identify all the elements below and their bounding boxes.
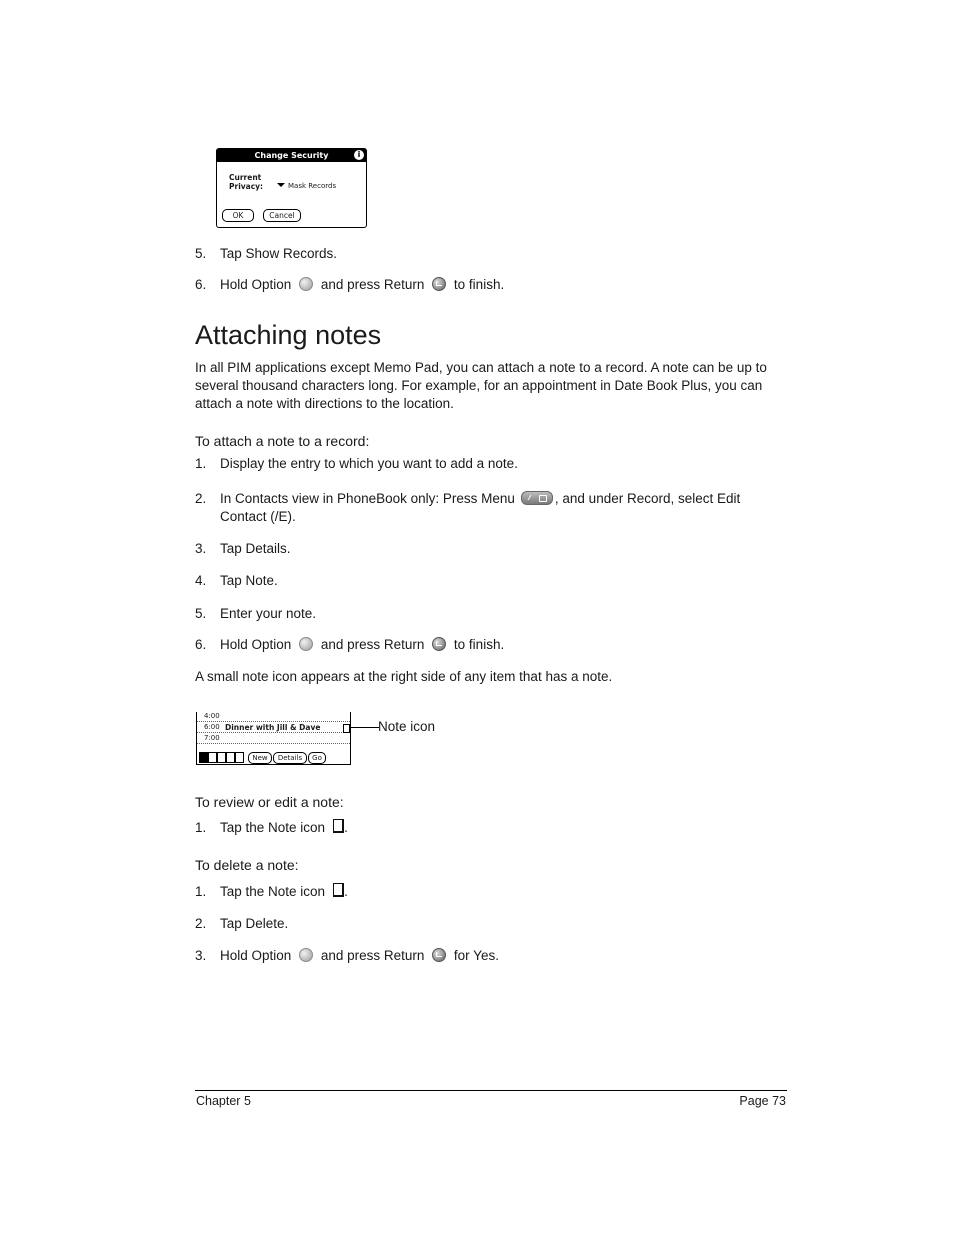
step-text [220, 883, 348, 901]
note-icon [343, 724, 350, 733]
step-text-part: to finish. [453, 637, 505, 652]
step-number: 2. [195, 491, 207, 506]
intro-paragraph: In all PIM applications except Memo Pad, you can attach a note to a record. A note can be up to several thousand characters long. For example, for an appointment in Date Book Plus, you can attach a note with directions to the location. [195, 360, 767, 411]
section-heading: Attaching notes [195, 320, 382, 350]
step-number: 6. [195, 277, 207, 292]
step-text-part: Tap the Note icon [220, 884, 326, 899]
step-number: 4. [195, 573, 207, 588]
row-divider [197, 732, 350, 733]
step-text-part: . [344, 884, 348, 899]
step-text: Tap Note. [220, 573, 278, 588]
subhead-review: To review or edit a note: [195, 794, 344, 810]
step-text-part: , and under Record, select Edit [554, 491, 741, 506]
step-number: 2. [195, 916, 207, 931]
step-text-part: Hold Option [220, 277, 292, 292]
step-text [220, 490, 740, 508]
step-text: Enter your note. [220, 606, 317, 621]
step-text-part: to finish. [453, 277, 505, 292]
info-icon: i [354, 150, 364, 160]
step-text-part: for Yes. [453, 948, 499, 963]
step-text: Tap Details. [220, 541, 291, 556]
step-text-continued: Contact (/E). [220, 509, 296, 524]
step-text [220, 276, 504, 294]
privacy-select-value: Mask Records [288, 182, 337, 190]
privacy-label [229, 173, 263, 191]
view-list-icon [235, 752, 244, 763]
change-security-dialog-image [216, 148, 367, 228]
row-divider [197, 721, 350, 722]
step-text [220, 636, 504, 654]
step-number: 5. [195, 606, 207, 621]
view-day-icon [199, 752, 208, 763]
dialog-title-bar [217, 149, 366, 162]
option-button-icon [299, 637, 313, 651]
option-button-icon [299, 277, 313, 291]
view-month-icon [217, 752, 226, 763]
footer-page-number: Page 73 [739, 1094, 786, 1108]
step-text: Tap Show Records. [220, 246, 338, 261]
step-text [220, 947, 499, 965]
step-text-part: and press Return [320, 948, 425, 963]
step-number: 1. [195, 456, 207, 471]
privacy-label-line2: Privacy: [229, 182, 264, 191]
privacy-select [277, 182, 336, 191]
footer-chapter: Chapter 5 [196, 1094, 251, 1108]
view-year-icon [226, 752, 235, 763]
option-button-icon [299, 948, 313, 962]
step-number: 3. [195, 541, 207, 556]
step-number: 1. [195, 884, 207, 899]
event-title: Dinner with Jill & Dave [225, 723, 321, 732]
row-divider [197, 743, 350, 744]
note-icon-callout: Note icon [378, 719, 436, 734]
return-button-icon [432, 277, 446, 291]
footer-rule [195, 1090, 787, 1091]
step-number: 5. [195, 246, 207, 261]
note-icon [333, 883, 344, 897]
new-button: New [248, 752, 272, 764]
callout-line [349, 727, 379, 728]
step-number: 1. [195, 820, 207, 835]
menu-button-icon [521, 491, 553, 505]
step-text-part: and press Return [320, 277, 425, 292]
subhead-delete: To delete a note: [195, 857, 299, 873]
step-text-part: Hold Option [220, 637, 292, 652]
step-number: 6. [195, 637, 207, 652]
datebook-screenshot-image [196, 712, 351, 765]
dialog-title: Change Security [254, 151, 329, 160]
ok-button: OK [222, 209, 254, 222]
datebook-toolbar [197, 750, 350, 764]
step-number: 3. [195, 948, 207, 963]
step-text-part: . [344, 820, 348, 835]
view-week-icon [208, 752, 217, 763]
step-text: Display the entry to which you want to add a note. [220, 456, 518, 471]
cancel-button: Cancel [263, 209, 301, 222]
step-text-part: Tap the Note icon [220, 820, 326, 835]
note-icon-paragraph: A small note icon appears at the right side of any item that has a note. [195, 669, 613, 684]
step-text-part: Hold Option [220, 948, 292, 963]
step-text-part: In Contacts view in PhoneBook only: Press Menu [220, 491, 515, 506]
go-button: Go [308, 752, 326, 764]
return-button-icon [432, 637, 446, 651]
note-icon [333, 819, 344, 833]
time-label: 6:00 [204, 723, 220, 731]
step-text: Tap Delete. [220, 916, 289, 931]
subhead-attach: To attach a note to a record: [195, 433, 370, 449]
details-button: Details [273, 752, 307, 764]
time-label: 4:00 [204, 712, 220, 720]
dropdown-arrow-icon [277, 183, 285, 187]
return-button-icon [432, 948, 446, 962]
privacy-label-line1: Current [229, 173, 262, 182]
time-label: 7:00 [204, 734, 220, 742]
step-text [220, 819, 348, 837]
step-text-part: and press Return [320, 637, 425, 652]
